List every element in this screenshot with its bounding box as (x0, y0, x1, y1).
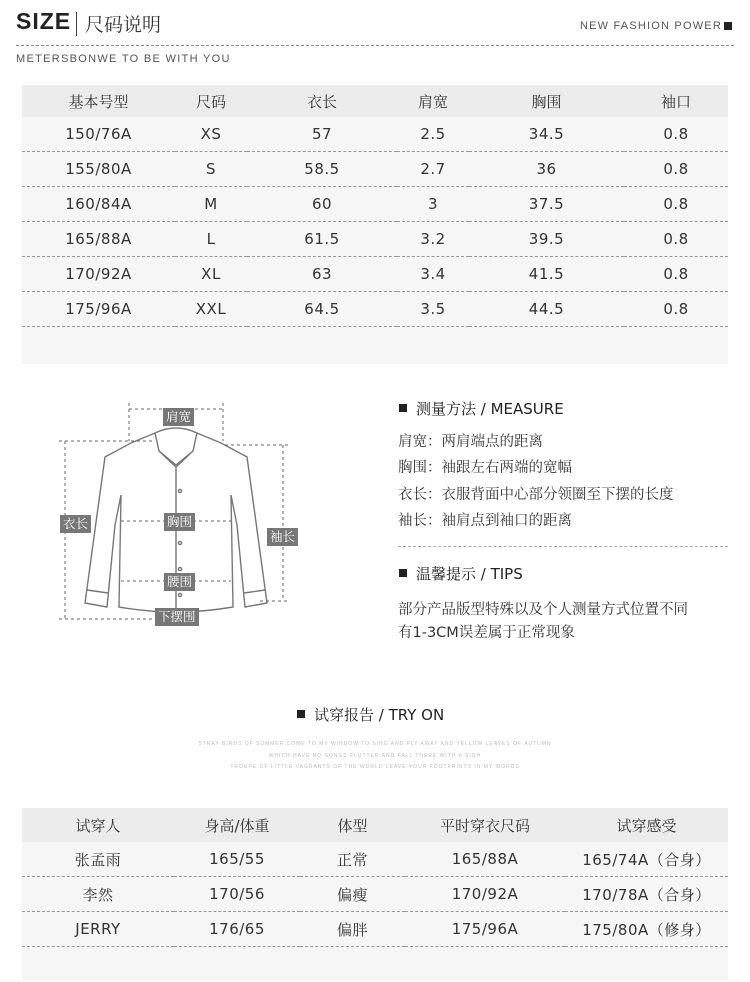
table-cell: 64.5 (304, 300, 340, 318)
table-cell: 0.8 (663, 265, 689, 283)
table-row (22, 187, 728, 222)
label-length: 衣长 (60, 515, 91, 533)
table-cell: 3.4 (420, 265, 446, 283)
table-cell: 160/84A (65, 195, 132, 213)
square-icon (399, 569, 407, 577)
table-row (22, 152, 728, 187)
table-cell: 正常 (336, 850, 368, 869)
table-cell: 39.5 (528, 230, 565, 248)
table-cell: 175/80A（修身） (582, 920, 711, 939)
table-cell: M (204, 195, 218, 213)
table-row (22, 292, 728, 327)
header-divider (16, 45, 734, 46)
header-cell: 肩宽 (397, 85, 469, 117)
section-divider (398, 546, 728, 547)
table-cell: 165/55 (209, 850, 265, 868)
measure-title: 测量方法 / MEASURE (416, 400, 564, 418)
measure-line: 肩宽：两肩端点的距离 (398, 434, 543, 450)
table-cell: XS (200, 125, 222, 143)
table-cell: 57 (311, 125, 333, 143)
size-table-header (22, 85, 728, 117)
header-cell: 体型 (300, 808, 405, 842)
brand-subtitle: METERSBONWE TO BE WITH YOU (16, 53, 231, 65)
header-cell: 基本号型 (22, 85, 175, 117)
table-cell: 37.5 (528, 195, 565, 213)
header-cell: 胸围 (469, 85, 624, 117)
label-shoulder: 肩宽 (163, 408, 194, 426)
table-cell: 0.8 (663, 300, 689, 318)
tips-title: 温馨提示 / TIPS (416, 565, 523, 583)
tips-line: 部分产品版型特殊以及个人测量方式位置不同 (398, 602, 688, 618)
header-cell: 衣长 (247, 85, 397, 117)
table-cell: L (206, 230, 216, 248)
table-cell: 175/96A (65, 300, 132, 318)
table-cell: XXL (195, 300, 227, 318)
table-cell: 170/78A（合身） (582, 885, 711, 904)
header-cell: 试穿感受 (565, 808, 728, 842)
measure-line: 袖长：袖肩点到袖口的距离 (398, 513, 572, 529)
square-icon (297, 710, 305, 718)
table-cell: 3.5 (420, 300, 446, 318)
measure-line: 衣长：衣服背面中心部分领圈至下摆的长度 (398, 487, 674, 503)
header-cell: 袖口 (624, 85, 728, 117)
table-cell: 41.5 (528, 265, 565, 283)
table-cell: 165/88A (65, 230, 132, 248)
decorative-text: STRAY BIRDS OF SUMMER COME TO MY WINDOW TO SING AND FLY AWAY AND YELLOW LEAVES OF AUTUMN (198, 741, 552, 747)
brand-slogan: NEW FASHION POWER (579, 20, 722, 32)
table-row (22, 222, 728, 257)
table-cell: 175/96A (451, 920, 519, 938)
table-cell: 0.8 (663, 230, 689, 248)
table-cell: 3 (427, 195, 439, 213)
tips-line: 有1-3CM误差属于正常现象 (398, 625, 575, 641)
table-cell: 170/56 (209, 885, 265, 903)
table-cell: 170/92A (65, 265, 132, 283)
tryon-title: 试穿报告 / TRY ON (314, 706, 445, 724)
size-heading: SIZE (16, 8, 72, 34)
decorative-text: TROUPE OF LITTLE VAGRANTS OF THE WORLD LEAVE YOUR FOOTPRINTS IN MY WORDS (230, 764, 520, 770)
table-cell: 0.8 (663, 195, 689, 213)
table-cell: 偏胖 (336, 920, 368, 939)
table-cell: 34.5 (528, 125, 565, 143)
label-waist: 腰围 (164, 573, 195, 591)
table-cell: XL (201, 265, 221, 283)
table-cell: 36 (536, 160, 557, 178)
size-title-cn: 尺码说明 (85, 14, 162, 36)
table-row (22, 877, 728, 912)
table-cell: 61.5 (304, 230, 340, 248)
header-cell: 身高/体重 (174, 808, 300, 842)
table-row (22, 912, 728, 947)
measure-line: 胸围：袖跟左右两端的宽幅 (398, 460, 572, 476)
square-icon (724, 22, 732, 30)
header-cell: 尺码 (175, 85, 247, 117)
label-chest: 胸围 (164, 513, 195, 531)
table-cell: 176/65 (209, 920, 265, 938)
label-sleeve: 袖长 (267, 528, 298, 546)
table-cell: JERRY (75, 920, 121, 938)
tryon-table-header (22, 808, 728, 842)
tryon-table (22, 808, 728, 947)
table-cell: 60 (311, 195, 333, 213)
label-hem: 下摆围 (155, 608, 199, 626)
table-row (22, 257, 728, 292)
table-cell: 150/76A (65, 125, 132, 143)
header-cell: 平时穿衣尺码 (405, 808, 565, 842)
table-cell: 0.8 (663, 160, 689, 178)
header-cell: 试穿人 (22, 808, 174, 842)
size-table (22, 85, 728, 327)
table-cell: 张孟雨 (74, 850, 122, 869)
table-cell: 偏瘦 (336, 885, 368, 904)
table-cell: 63 (311, 265, 333, 283)
table-cell: 0.8 (663, 125, 689, 143)
table-cell: 3.2 (420, 230, 446, 248)
table-cell: 165/88A (451, 850, 519, 868)
table-cell: S (205, 160, 217, 178)
table-cell: 58.5 (304, 160, 340, 178)
table-row (22, 842, 728, 877)
header-separator (76, 12, 77, 36)
table-cell: 2.7 (420, 160, 446, 178)
table-row (22, 117, 728, 152)
decorative-text: WHICH HAVE NO SONGS FLUTTER AND FALL THERE WITH A SIGH (268, 753, 482, 759)
table-cell: 李然 (82, 885, 114, 904)
table-cell: 155/80A (65, 160, 132, 178)
table-cell: 165/74A（合身） (582, 850, 711, 869)
table-cell: 44.5 (528, 300, 565, 318)
square-icon (399, 404, 407, 412)
table-cell: 2.5 (420, 125, 446, 143)
table-cell: 170/92A (451, 885, 519, 903)
